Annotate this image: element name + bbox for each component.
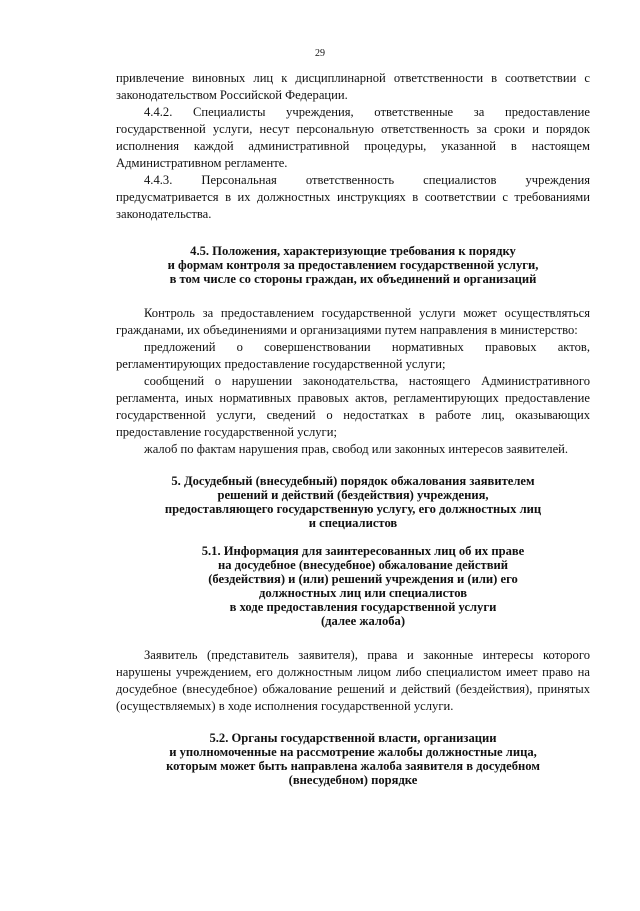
- heading-line: (бездействия) и (или) решений учреждения и (или) его: [208, 572, 518, 586]
- heading-line: и формам контроля за предоставлением государственной услуги,: [167, 258, 539, 272]
- section-heading-5-1: [116, 544, 590, 628]
- paragraph-control: Контроль за предоставлением государственной услуги может осуществляться гражданами, их объединениями и организациями путем направления в министерство:: [116, 306, 590, 337]
- heading-line: должностных лиц или специалистов: [258, 586, 468, 600]
- heading-line: в том числе со стороны граждан, их объединений и организаций: [169, 272, 537, 286]
- heading-line: которым может быть направлена жалоба заявителя в досудебном: [166, 759, 540, 773]
- heading-line: (далее жалоба): [320, 614, 406, 628]
- page-content: [116, 70, 590, 787]
- section-heading-4-5: [116, 244, 590, 286]
- heading-line: 5.2. Органы государственной власти, организации: [209, 731, 497, 745]
- heading-line: и уполномоченные на рассмотрение жалобы должностные лица,: [169, 745, 537, 759]
- paragraph-proposals: предложений о совершенствовании нормативных правовых актов, регламентирующих предоставление государственной услуги;: [116, 340, 590, 371]
- paragraph-4-4-3: 4.4.3. Персональная ответственность специалистов учреждения предусматривается в их должностных инструкциях в соответствии с требованиями законодательства.: [116, 173, 590, 221]
- paragraph-reports: сообщений о нарушении законодательства, настоящего Административного регламента, иных нормативных правовых актов, регламентирующих предоставление государственной услуги, сведений о недостатках в работе лиц, оказывающих предоставление государственной услуги;: [116, 374, 590, 439]
- heading-line: 5. Досудебный (внесудебный) порядок обжалования заявителем: [171, 474, 535, 488]
- heading-line: и специалистов: [308, 516, 398, 530]
- section-heading-5-2: [116, 731, 590, 787]
- heading-line: на досудебное (внесудебное) обжалование действий: [217, 558, 509, 572]
- heading-line: в ходе предоставления государственной услуги: [229, 600, 497, 614]
- paragraph-complaints: жалоб по фактам нарушения прав, свобод или законных интересов заявителей.: [144, 442, 569, 456]
- heading-line: предоставляющего государственную услугу, его должностных лиц: [164, 502, 542, 516]
- heading-line: решений и действий (бездействия) учреждения,: [217, 488, 489, 502]
- section-heading-5: [116, 474, 590, 530]
- paragraph-4-4-2: 4.4.2. Специалисты учреждения, ответственные за предоставление государственной услуги, несут персональную ответственность за сроки и порядок исполнения каждой административной процедуры, указанной в настоящем Административном регламенте.: [116, 105, 590, 170]
- heading-line: (внесудебном) порядке: [288, 773, 418, 787]
- paragraph-applicant-rights: Заявитель (представитель заявителя), права и законные интересы которого нарушены учреждением, его должностным лицом либо специалистом имеет право на досудебное (внесудебное) обжалование решений и действий (бездействия), принятых (осуществляемых) в ходе исполнения государственной услуги.: [116, 648, 590, 713]
- paragraph-continuation: привлечение виновных лиц к дисциплинарной ответственности в соответствии с законодательством Российской Федерации.: [116, 71, 590, 102]
- heading-line: 4.5. Положения, характеризующие требования к порядку: [190, 244, 516, 258]
- heading-line: 5.1. Информация для заинтересованных лиц об их праве: [201, 544, 525, 558]
- page-number: 29: [315, 48, 325, 59]
